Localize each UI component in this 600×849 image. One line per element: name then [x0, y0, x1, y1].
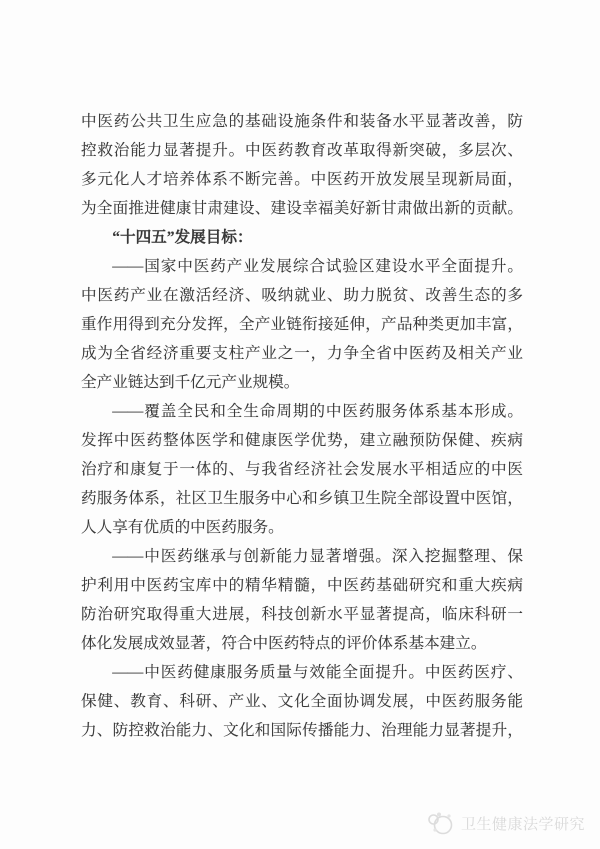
text-line: 保健、教育、科研、产业、文化全面协调发展，中医药服务能 [81, 693, 523, 710]
text-line: 人人享有优质的中医药服务。 [81, 519, 284, 536]
text-line: 药服务体系，社区卫生服务中心和乡镇卫生院全部设置中医馆， [81, 490, 523, 507]
text-line: “十四五”发展目标： [112, 229, 253, 246]
text-line: ——国家中医药产业发展综合试验区建设水平全面提升。 [112, 258, 523, 275]
text-line: ——覆盖全民和全生命周期的中医药服务体系基本形成。 [112, 403, 523, 420]
watermark [426, 810, 585, 836]
paragraph [81, 397, 523, 542]
text-line: 重作用得到充分发挥，全产业链衔接延伸，产品种类更加丰富， [81, 316, 523, 333]
text-line: 中医药公共卫生应急的基础设施条件和装备水平显著改善，防 [81, 113, 523, 130]
paragraph [81, 107, 523, 223]
paragraph [81, 252, 523, 397]
paragraph [81, 658, 523, 745]
document-body [81, 107, 523, 745]
text-line: 全产业链达到千亿元产业规模。 [81, 374, 300, 391]
text-line: 力、防控救治能力、文化和国际传播能力、治理能力显著提升， [81, 722, 523, 739]
text-line: ——中医药继承与创新能力显著增强。深入挖掘整理、保 [112, 548, 523, 565]
text-line: 治疗和康复于一体的、与我省经济社会发展水平相适应的中医 [81, 461, 523, 478]
text-line: ——中医药健康服务质量与效能全面提升。中医药医疗、 [112, 664, 523, 681]
text-line: 发挥中医药整体医学和健康医学优势，建立融预防保健、疾病 [81, 432, 523, 449]
section-heading [81, 223, 523, 252]
text-line: 体化发展成效显著，符合中医药特点的评价体系基本建立。 [81, 635, 487, 652]
panda-logo-icon [426, 810, 456, 836]
text-line: 成为全省经济重要支柱产业之一，力争全省中医药及相关产业 [81, 345, 523, 362]
watermark-label: 卫生健康法学研究 [460, 816, 585, 833]
text-line: 为全面推进健康甘肃建设、建设幸福美好新甘肃做出新的贡献。 [81, 200, 523, 217]
paragraph [81, 542, 523, 658]
text-line: 中医药产业在激活经济、吸纳就业、助力脱贫、改善生态的多 [81, 287, 523, 304]
text-line: 控救治能力显著提升。中医药教育改革取得新突破，多层次、 [81, 142, 523, 159]
text-line: 护利用中医药宝库中的精华精髓，中医药基础研究和重大疾病 [81, 577, 523, 594]
text-line: 多元化人才培养体系不断完善。中医药开放发展呈现新局面， [81, 171, 523, 188]
text-line: 防治研究取得重大进展，科技创新水平显著提高，临床科研一 [81, 606, 523, 623]
